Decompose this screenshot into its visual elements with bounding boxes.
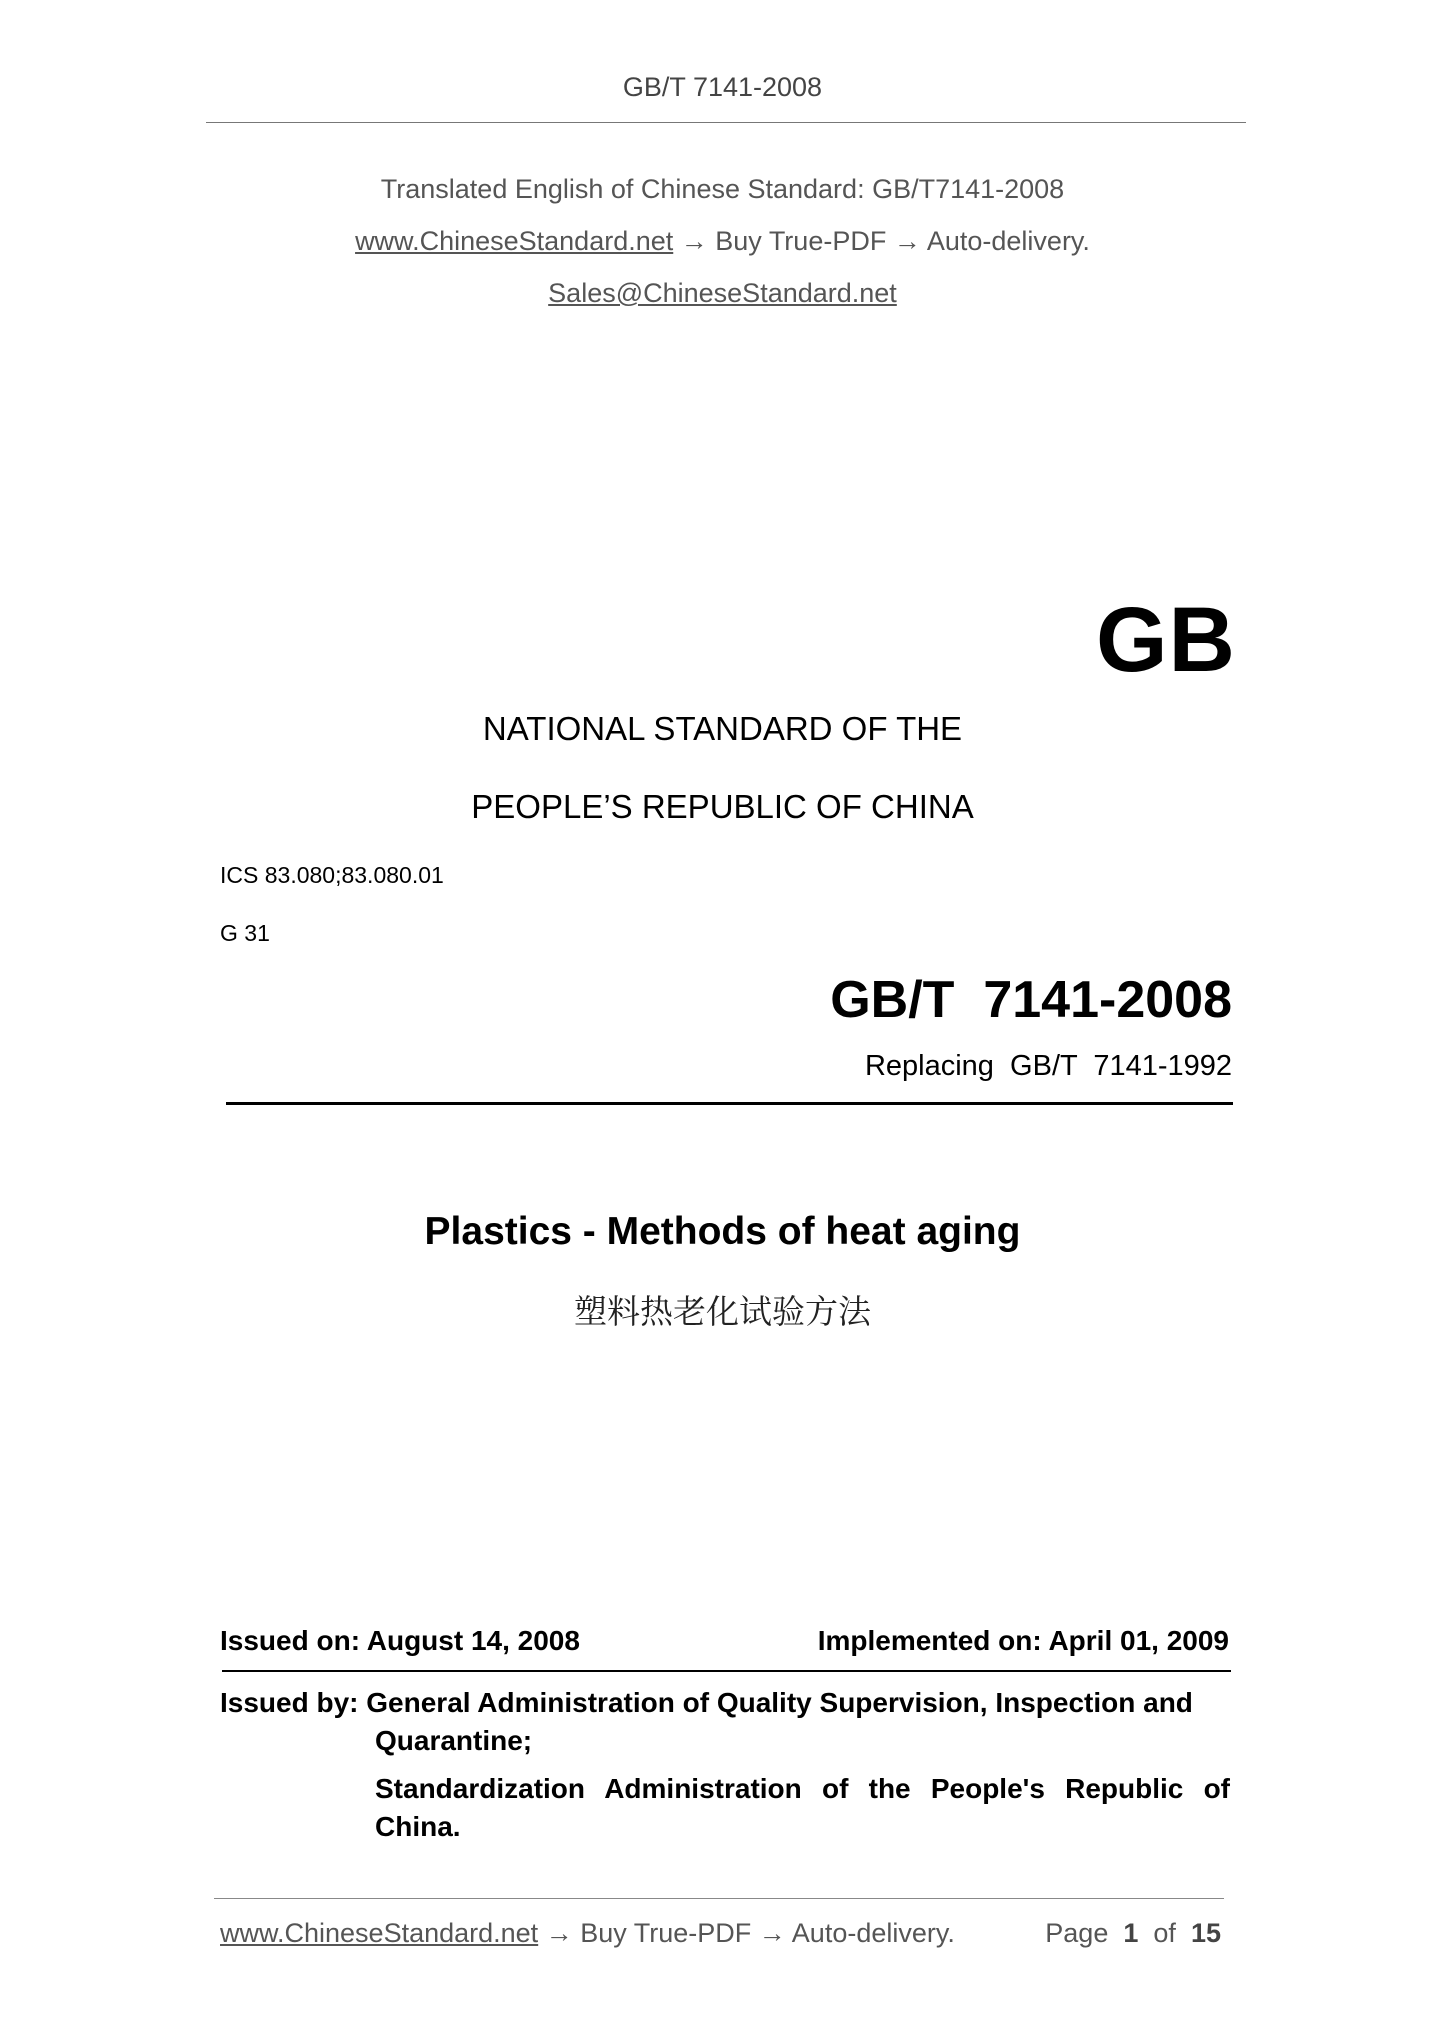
buy-true-pdf-text: Buy True-PDF <box>715 226 887 256</box>
implemented-on-date: Implemented on: April 01, 2009 <box>817 1625 1229 1656</box>
email-line <box>0 278 1445 309</box>
of-label: of <box>1153 1918 1176 1948</box>
footer-divider <box>214 1898 1224 1899</box>
sales-email-link[interactable]: Sales@ChineseStandard.net <box>548 278 897 308</box>
issued-by-label: Issued by: <box>220 1687 359 1718</box>
issue-divider <box>222 1670 1231 1672</box>
ccs-code: G 31 <box>220 920 270 946</box>
national-standard-heading: NATIONAL STANDARD OF THE <box>482 710 963 747</box>
footer-purchase-line <box>220 1918 955 1949</box>
site-link[interactable]: www.ChineseStandard.net <box>355 226 674 256</box>
footer-buy-true-pdf-text: Buy True-PDF <box>580 1918 752 1948</box>
ics-code: ICS 83.080;83.080.01 <box>220 862 444 888</box>
arrow-right-icon: → <box>758 1918 786 1948</box>
title-divider <box>226 1102 1233 1105</box>
issuing-org-1: General Administration of Quality Supervision, Inspection and <box>366 1687 1193 1718</box>
replaced-standard: Replacing GB/T 7141-1992 <box>864 1050 1232 1082</box>
issuing-org-2: Standardization Administration of the People's Republic of China. <box>375 1773 1230 1842</box>
country-heading: PEOPLE’S REPUBLIC OF CHINA <box>471 788 974 825</box>
arrow-right-icon: → <box>893 226 921 256</box>
footer-site-link[interactable]: www.ChineseStandard.net <box>220 1918 539 1948</box>
document-title-zh: 塑料热老化试验方法 <box>574 1292 871 1331</box>
auto-delivery-text: Auto-delivery. <box>926 226 1090 256</box>
footer-auto-delivery-text: Auto-delivery. <box>791 1918 955 1948</box>
running-header: GB/T 7141-2008 <box>622 72 823 102</box>
page-label: Page <box>1045 1918 1109 1948</box>
standard-number: GB/T 7141-2008 <box>830 971 1232 1029</box>
arrow-right-icon: → <box>680 226 708 256</box>
page-current: 1 <box>1123 1918 1139 1948</box>
translation-notice: Translated English of Chinese Standard: GB/T7141-2008 <box>380 174 1065 204</box>
arrow-right-icon: → <box>545 1918 573 1948</box>
issued-by <box>220 1684 1230 1722</box>
issued-on-date: Issued on: August 14, 2008 <box>220 1625 580 1656</box>
page-indicator <box>1045 1918 1221 1949</box>
purchase-line <box>0 226 1445 257</box>
gb-logo: GB <box>1096 589 1236 691</box>
issuing-org-1-continued: Quarantine; <box>375 1725 533 1756</box>
page-total: 15 <box>1190 1918 1221 1948</box>
document-title-en: Plastics - Methods of heat aging <box>424 1210 1021 1253</box>
header-divider <box>206 122 1246 123</box>
